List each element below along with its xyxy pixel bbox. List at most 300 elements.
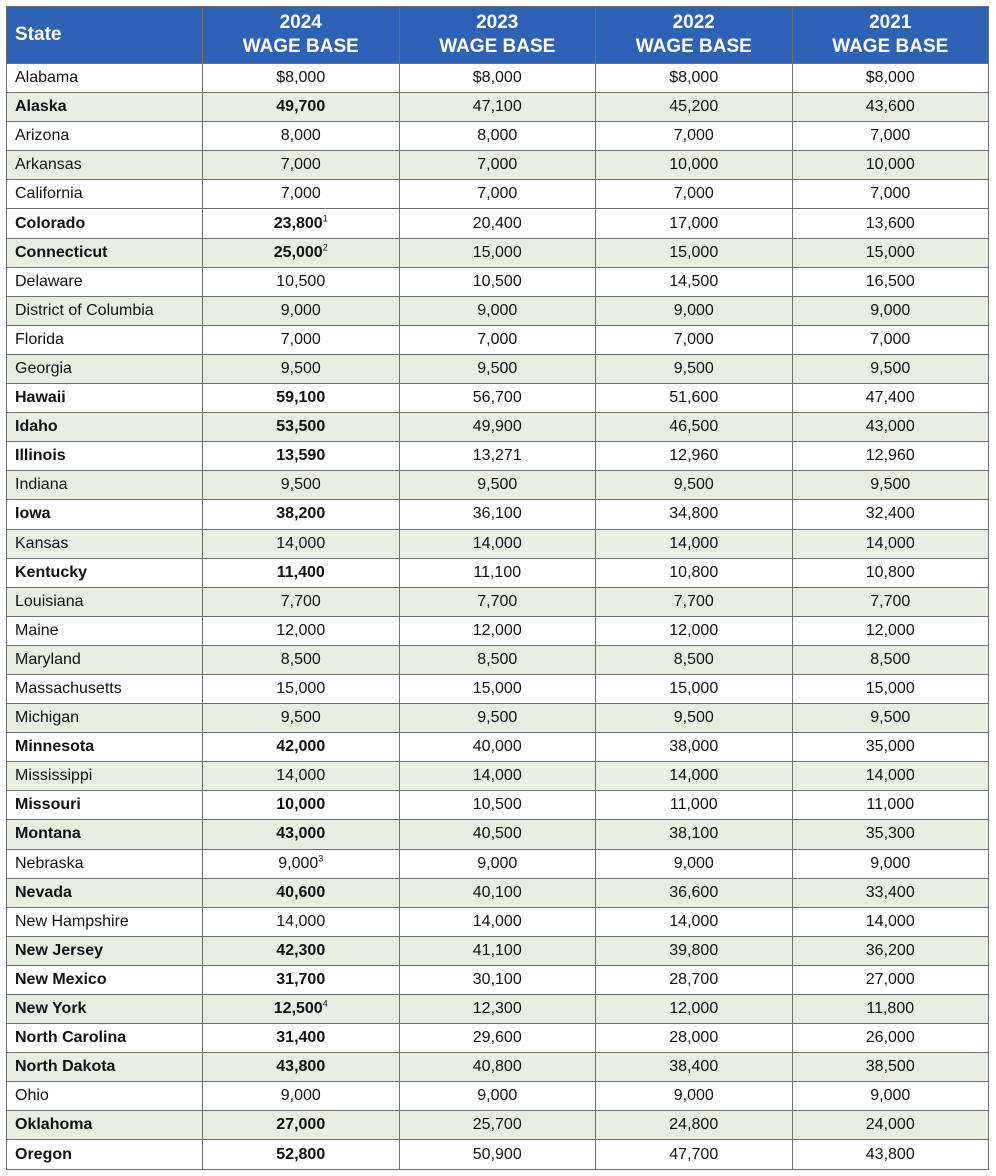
cell-wage-2022 — [596, 820, 793, 849]
footnote-marker: 2 — [322, 242, 328, 253]
cell-wage-2023 — [399, 413, 596, 442]
cell-value: 45,200 — [669, 98, 719, 116]
cell-state: Hawaii — [7, 384, 203, 413]
cell-value: 11,800 — [866, 1000, 915, 1018]
cell-wage-2023 — [399, 151, 596, 180]
cell-wage-2023 — [399, 762, 596, 791]
cell-value: 49,700 — [276, 98, 326, 116]
cell-wage-2022 — [596, 325, 793, 354]
cell-wage-2024 — [203, 471, 400, 500]
cell-wage-2023 — [399, 180, 596, 209]
cell-value: 9,000 — [673, 1087, 714, 1105]
header-row — [7, 7, 989, 64]
cell-value: 12,000 — [276, 621, 326, 639]
column-header-2023 — [399, 7, 596, 64]
cell-wage-2023 — [399, 93, 596, 122]
cell-value: 47,700 — [669, 1145, 719, 1163]
cell-wage-2024 — [203, 878, 400, 907]
cell-wage-2024 — [203, 529, 400, 558]
cell-value: 7,000 — [477, 156, 518, 174]
cell-value: 7,000 — [280, 185, 321, 203]
cell-state: Kansas — [7, 529, 203, 558]
cell-value: 12,000 — [669, 621, 719, 639]
cell-wage-2024 — [203, 1111, 400, 1140]
cell-value: 14,000 — [669, 534, 719, 552]
cell-wage-2022 — [596, 180, 793, 209]
cell-wage-2021 — [792, 500, 989, 529]
cell-state: Florida — [7, 325, 203, 354]
cell-state: Minnesota — [7, 733, 203, 762]
wage-base-table — [6, 6, 989, 1170]
cell-value: 25,000 — [273, 243, 323, 261]
cell-value: $8,000 — [276, 69, 326, 87]
cell-value: 42,000 — [276, 738, 326, 756]
cell-wage-2021 — [792, 616, 989, 645]
cell-wage-2022 — [596, 384, 793, 413]
cell-wage-2022 — [596, 965, 793, 994]
cell-wage-2022 — [596, 995, 793, 1024]
cell-value: 10,500 — [472, 272, 522, 290]
cell-wage-2021 — [792, 820, 989, 849]
header-year: 2024 — [279, 12, 322, 33]
cell-value: 29,600 — [472, 1029, 522, 1047]
table-row — [7, 64, 989, 93]
cell-wage-2022 — [596, 791, 793, 820]
cell-value: 9,500 — [870, 476, 911, 494]
cell-value: 8,500 — [870, 650, 911, 668]
table-row — [7, 354, 989, 383]
cell-value: 15,000 — [472, 243, 522, 261]
cell-wage-2024 — [203, 384, 400, 413]
cell-wage-2021 — [792, 1111, 989, 1140]
cell-wage-2021 — [792, 384, 989, 413]
table-row — [7, 384, 989, 413]
cell-value: 9,000 — [870, 1087, 911, 1105]
cell-value: 24,800 — [669, 1116, 719, 1134]
cell-value: 14,000 — [865, 534, 915, 552]
cell-value: 26,000 — [865, 1029, 915, 1047]
cell-value: 12,000 — [669, 1000, 719, 1018]
cell-wage-2024 — [203, 442, 400, 471]
cell-wage-2021 — [792, 238, 989, 267]
cell-wage-2021 — [792, 762, 989, 791]
cell-wage-2024 — [203, 849, 400, 878]
cell-wage-2023 — [399, 384, 596, 413]
cell-value: 11,000 — [866, 796, 915, 814]
table-row — [7, 1111, 989, 1140]
cell-wage-2024 — [203, 93, 400, 122]
cell-state: Oregon — [7, 1140, 203, 1169]
cell-wage-2022 — [596, 122, 793, 151]
cell-wage-2022 — [596, 267, 793, 296]
cell-wage-2023 — [399, 209, 596, 238]
cell-wage-2024 — [203, 1082, 400, 1111]
cell-value: 49,900 — [472, 418, 522, 436]
cell-value: 7,000 — [477, 330, 518, 348]
cell-value: 9,500 — [870, 709, 911, 727]
cell-value: 10,000 — [669, 156, 719, 174]
cell-wage-2023 — [399, 1111, 596, 1140]
column-header-2024 — [203, 7, 400, 64]
table-row — [7, 122, 989, 151]
cell-wage-2024 — [203, 587, 400, 616]
cell-value: 12,960 — [865, 447, 915, 465]
cell-value: 36,200 — [865, 941, 915, 959]
cell-wage-2021 — [792, 1140, 989, 1169]
cell-wage-2021 — [792, 849, 989, 878]
table-row — [7, 849, 989, 878]
cell-wage-2022 — [596, 442, 793, 471]
header-year: 2021 — [869, 12, 912, 33]
cell-value: 14,000 — [669, 767, 719, 785]
table-row — [7, 471, 989, 500]
cell-wage-2021 — [792, 791, 989, 820]
cell-value: 9,500 — [477, 709, 518, 727]
footnote-marker: 4 — [322, 998, 328, 1009]
cell-value: 15,000 — [865, 243, 915, 261]
cell-wage-2022 — [596, 296, 793, 325]
cell-value: 43,600 — [865, 98, 915, 116]
cell-wage-2022 — [596, 849, 793, 878]
cell-state: Illinois — [7, 442, 203, 471]
cell-wage-2021 — [792, 733, 989, 762]
cell-state: Delaware — [7, 267, 203, 296]
cell-wage-2024 — [203, 1053, 400, 1082]
cell-state: Maine — [7, 616, 203, 645]
cell-wage-2023 — [399, 558, 596, 587]
cell-value: 14,500 — [669, 272, 719, 290]
table-row — [7, 645, 989, 674]
cell-value: 9,000 — [870, 301, 911, 319]
cell-value: 28,000 — [669, 1029, 719, 1047]
table-row — [7, 820, 989, 849]
cell-value: 14,000 — [865, 912, 915, 930]
cell-value: 11,100 — [473, 563, 522, 581]
cell-wage-2023 — [399, 1140, 596, 1169]
cell-value: 8,500 — [280, 650, 321, 668]
cell-wage-2024 — [203, 733, 400, 762]
cell-value: 7,000 — [280, 330, 321, 348]
cell-value: 32,400 — [865, 505, 915, 523]
table-row — [7, 529, 989, 558]
cell-wage-2022 — [596, 878, 793, 907]
cell-value: 40,500 — [472, 825, 522, 843]
cell-value: 8,500 — [673, 650, 714, 668]
cell-value: 7,000 — [870, 330, 911, 348]
cell-wage-2021 — [792, 558, 989, 587]
cell-value: 15,000 — [276, 680, 326, 698]
cell-value: 11,000 — [669, 796, 718, 814]
cell-value: 7,000 — [870, 185, 911, 203]
cell-value: 17,000 — [669, 214, 719, 232]
cell-value: 9,500 — [280, 359, 321, 377]
cell-value: $8,000 — [472, 69, 522, 87]
cell-wage-2022 — [596, 238, 793, 267]
cell-value: 15,000 — [472, 680, 522, 698]
cell-wage-2022 — [596, 1111, 793, 1140]
cell-value: 23,800 — [273, 214, 323, 232]
cell-wage-2023 — [399, 907, 596, 936]
cell-value: 10,800 — [669, 563, 719, 581]
cell-wage-2023 — [399, 791, 596, 820]
cell-value: 14,000 — [276, 912, 326, 930]
cell-wage-2023 — [399, 267, 596, 296]
cell-wage-2021 — [792, 296, 989, 325]
cell-state: Colorado — [7, 209, 203, 238]
cell-wage-2024 — [203, 791, 400, 820]
cell-state: North Dakota — [7, 1053, 203, 1082]
cell-value: 9,500 — [280, 709, 321, 727]
cell-wage-2024 — [203, 500, 400, 529]
cell-value: 43,000 — [865, 418, 915, 436]
cell-value: 10,000 — [865, 156, 915, 174]
cell-wage-2022 — [596, 762, 793, 791]
cell-wage-2023 — [399, 733, 596, 762]
cell-value: $8,000 — [865, 69, 915, 87]
cell-wage-2024 — [203, 820, 400, 849]
cell-value: 36,100 — [472, 505, 522, 523]
cell-wage-2021 — [792, 529, 989, 558]
cell-wage-2021 — [792, 936, 989, 965]
cell-wage-2022 — [596, 151, 793, 180]
table-row — [7, 267, 989, 296]
cell-wage-2021 — [792, 180, 989, 209]
cell-state: Oklahoma — [7, 1111, 203, 1140]
cell-value: 7,700 — [673, 592, 714, 610]
cell-value: 10,800 — [865, 563, 915, 581]
footnote-marker: 3 — [318, 853, 324, 864]
footnote-marker: 1 — [322, 213, 328, 224]
cell-wage-2023 — [399, 1024, 596, 1053]
cell-value: 7,000 — [673, 330, 714, 348]
cell-value: 9,500 — [280, 476, 321, 494]
cell-value: 34,800 — [669, 505, 719, 523]
cell-state: Alaska — [7, 93, 203, 122]
cell-wage-2021 — [792, 209, 989, 238]
table-row — [7, 616, 989, 645]
cell-wage-2023 — [399, 529, 596, 558]
table-row — [7, 1053, 989, 1082]
table-row — [7, 442, 989, 471]
cell-state: Louisiana — [7, 587, 203, 616]
table-row — [7, 1024, 989, 1053]
cell-state: Mississippi — [7, 762, 203, 791]
cell-value: 12,000 — [865, 621, 915, 639]
cell-wage-2022 — [596, 1024, 793, 1053]
cell-wage-2023 — [399, 122, 596, 151]
cell-wage-2023 — [399, 587, 596, 616]
cell-wage-2023 — [399, 1082, 596, 1111]
cell-value: 14,000 — [669, 912, 719, 930]
cell-value: 40,600 — [276, 883, 326, 901]
cell-state: Arkansas — [7, 151, 203, 180]
cell-value: 52,800 — [276, 1145, 326, 1163]
cell-wage-2021 — [792, 325, 989, 354]
cell-value: 9,000 — [870, 854, 911, 872]
cell-wage-2022 — [596, 704, 793, 733]
cell-wage-2024 — [203, 209, 400, 238]
cell-state: New Jersey — [7, 936, 203, 965]
cell-wage-2024 — [203, 616, 400, 645]
cell-value: 8,500 — [477, 650, 518, 668]
cell-value: 9,000 — [673, 854, 714, 872]
cell-state: Kentucky — [7, 558, 203, 587]
cell-value: 12,000 — [472, 621, 522, 639]
cell-wage-2021 — [792, 587, 989, 616]
cell-state: New Mexico — [7, 965, 203, 994]
cell-value: 13,600 — [865, 214, 915, 232]
cell-value: 14,000 — [472, 912, 522, 930]
cell-value: 47,400 — [865, 389, 915, 407]
cell-wage-2022 — [596, 1082, 793, 1111]
cell-wage-2024 — [203, 936, 400, 965]
cell-value: 13,271 — [472, 447, 522, 465]
column-header-state: State — [7, 7, 203, 64]
cell-value: 25,700 — [472, 1116, 522, 1134]
cell-value: 42,300 — [276, 941, 326, 959]
cell-value: 38,100 — [669, 825, 719, 843]
cell-wage-2021 — [792, 354, 989, 383]
cell-value: 9,000 — [280, 1087, 321, 1105]
header-year: 2022 — [672, 12, 715, 33]
cell-wage-2021 — [792, 965, 989, 994]
cell-value: 7,000 — [870, 127, 911, 145]
cell-value: 14,000 — [276, 767, 326, 785]
cell-value: 50,900 — [472, 1145, 522, 1163]
cell-value: 9,000 — [477, 301, 518, 319]
column-header-2021 — [792, 7, 989, 64]
cell-value: 39,800 — [669, 941, 719, 959]
cell-value: 11,400 — [276, 563, 325, 581]
cell-value: 14,000 — [472, 767, 522, 785]
cell-wage-2021 — [792, 122, 989, 151]
cell-wage-2023 — [399, 1053, 596, 1082]
cell-value: 43,800 — [276, 1058, 326, 1076]
header-label: WAGE BASE — [635, 36, 752, 57]
cell-state: North Carolina — [7, 1024, 203, 1053]
cell-value: 27,000 — [865, 970, 915, 988]
table-row — [7, 151, 989, 180]
cell-wage-2021 — [792, 995, 989, 1024]
cell-value: 14,000 — [276, 534, 326, 552]
cell-wage-2022 — [596, 936, 793, 965]
table-row — [7, 1140, 989, 1169]
cell-value: 9,000 — [673, 301, 714, 319]
table-row — [7, 325, 989, 354]
cell-wage-2021 — [792, 267, 989, 296]
cell-value: 12,300 — [472, 1000, 522, 1018]
cell-wage-2022 — [596, 529, 793, 558]
table-row — [7, 965, 989, 994]
cell-wage-2024 — [203, 238, 400, 267]
cell-value: 38,400 — [669, 1058, 719, 1076]
cell-value: 14,000 — [865, 767, 915, 785]
cell-wage-2023 — [399, 354, 596, 383]
cell-wage-2023 — [399, 616, 596, 645]
cell-state: New York — [7, 995, 203, 1024]
header-year: 2023 — [476, 12, 519, 33]
cell-value: 59,100 — [276, 389, 326, 407]
cell-state: Michigan — [7, 704, 203, 733]
cell-value: 12,500 — [273, 1000, 323, 1018]
header-label: WAGE BASE — [832, 36, 949, 57]
table-row — [7, 674, 989, 703]
cell-state: Arizona — [7, 122, 203, 151]
cell-wage-2023 — [399, 820, 596, 849]
cell-wage-2021 — [792, 151, 989, 180]
cell-value: 9,000 — [477, 1087, 518, 1105]
cell-wage-2023 — [399, 471, 596, 500]
cell-wage-2024 — [203, 965, 400, 994]
cell-value: 28,700 — [669, 970, 719, 988]
cell-value: 15,000 — [865, 680, 915, 698]
cell-value: 31,400 — [276, 1029, 326, 1047]
cell-value: 8,000 — [280, 127, 321, 145]
cell-wage-2022 — [596, 616, 793, 645]
table-row — [7, 587, 989, 616]
cell-wage-2024 — [203, 645, 400, 674]
cell-state: Nebraska — [7, 849, 203, 878]
cell-wage-2022 — [596, 733, 793, 762]
table-row — [7, 791, 989, 820]
cell-wage-2022 — [596, 471, 793, 500]
cell-wage-2023 — [399, 995, 596, 1024]
cell-state: Indiana — [7, 471, 203, 500]
cell-value: 15,000 — [669, 680, 719, 698]
cell-state: New Hampshire — [7, 907, 203, 936]
cell-state: Massachusetts — [7, 674, 203, 703]
cell-state: Connecticut — [7, 238, 203, 267]
cell-value: 9,500 — [673, 476, 714, 494]
table-body — [7, 64, 989, 1170]
cell-value: 9,500 — [673, 709, 714, 727]
cell-value: 7,700 — [870, 592, 911, 610]
cell-value: 41,100 — [472, 941, 522, 959]
cell-value: 43,000 — [276, 825, 326, 843]
cell-wage-2022 — [596, 1053, 793, 1082]
cell-state: Idaho — [7, 413, 203, 442]
cell-value: 9,500 — [477, 476, 518, 494]
cell-value: 40,000 — [472, 738, 522, 756]
table-row — [7, 500, 989, 529]
cell-state: Maryland — [7, 645, 203, 674]
cell-wage-2024 — [203, 762, 400, 791]
cell-wage-2024 — [203, 704, 400, 733]
table-row — [7, 995, 989, 1024]
cell-wage-2021 — [792, 907, 989, 936]
cell-wage-2023 — [399, 936, 596, 965]
cell-wage-2024 — [203, 1024, 400, 1053]
cell-value: 36,600 — [669, 883, 719, 901]
cell-wage-2024 — [203, 267, 400, 296]
cell-value: 15,000 — [669, 243, 719, 261]
cell-wage-2024 — [203, 907, 400, 936]
cell-wage-2022 — [596, 907, 793, 936]
cell-value: 9,000 — [278, 854, 319, 872]
cell-value: 35,000 — [865, 738, 915, 756]
cell-state: Ohio — [7, 1082, 203, 1111]
header-label: WAGE BASE — [439, 36, 556, 57]
cell-wage-2021 — [792, 471, 989, 500]
cell-value: 56,700 — [472, 389, 522, 407]
cell-value: 35,300 — [865, 825, 915, 843]
cell-wage-2024 — [203, 64, 400, 93]
cell-value: 8,000 — [477, 127, 518, 145]
cell-value: 43,800 — [865, 1145, 915, 1163]
cell-state: District of Columbia — [7, 296, 203, 325]
cell-wage-2021 — [792, 645, 989, 674]
cell-wage-2021 — [792, 442, 989, 471]
